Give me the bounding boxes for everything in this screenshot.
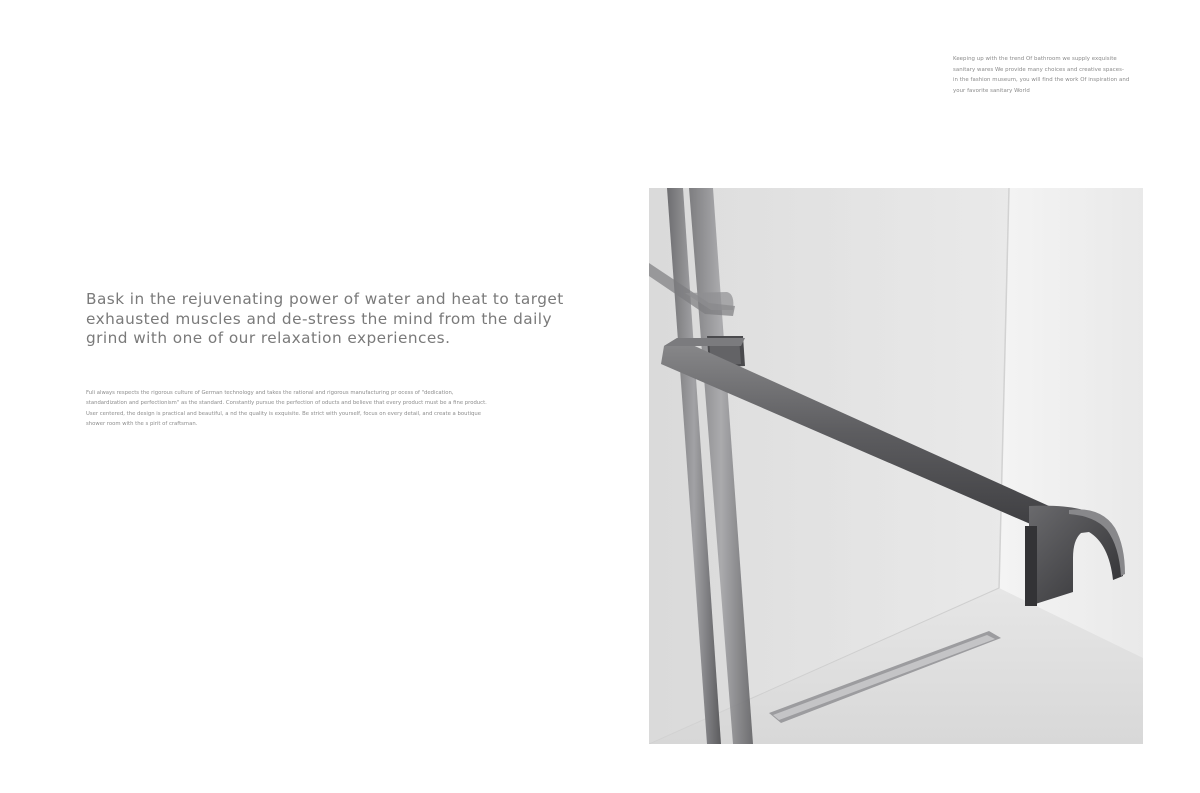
intro-note-line: Keeping up with the trend Of bathroom we supply exquisite <box>953 56 1117 62</box>
body-line: standardization and perfectionism" as the standard. Constantly pursue the perfection of oducts and believe that every product must be a fine product. <box>86 400 487 407</box>
headline <box>86 290 564 349</box>
body-line: shower room with the s pirit of craftsman. <box>86 421 198 428</box>
headline-line: exhausted muscles and de-stress the mind from the daily <box>86 309 552 328</box>
intro-note-line: in the fashion museum, you will find the work Of inspiration and <box>953 77 1130 83</box>
intro-note-line: your favorite sanitary World <box>953 87 1030 94</box>
intro-note-line: sanitary wares We provide many choices and creative spaces- <box>953 66 1124 73</box>
body-line: User centered, the design is practical and beautiful, a nd the quality is exquisite. Be strict with yourself, focus on every detail, and create a boutique <box>86 410 481 417</box>
body-paragraph <box>86 388 526 430</box>
headline-line: Bask in the rejuvenating power of water and heat to target <box>86 290 564 308</box>
body-line: Fuli always respects the rigorous culture of German technology and takes the rational and rigorous manufacturing pr ocess of "dedication, <box>86 390 454 396</box>
shower-handle-illustration <box>649 188 1143 744</box>
headline-line: grind with one of our relaxation experiences. <box>86 329 451 347</box>
intro-note <box>953 54 1153 96</box>
product-photo <box>649 188 1143 744</box>
